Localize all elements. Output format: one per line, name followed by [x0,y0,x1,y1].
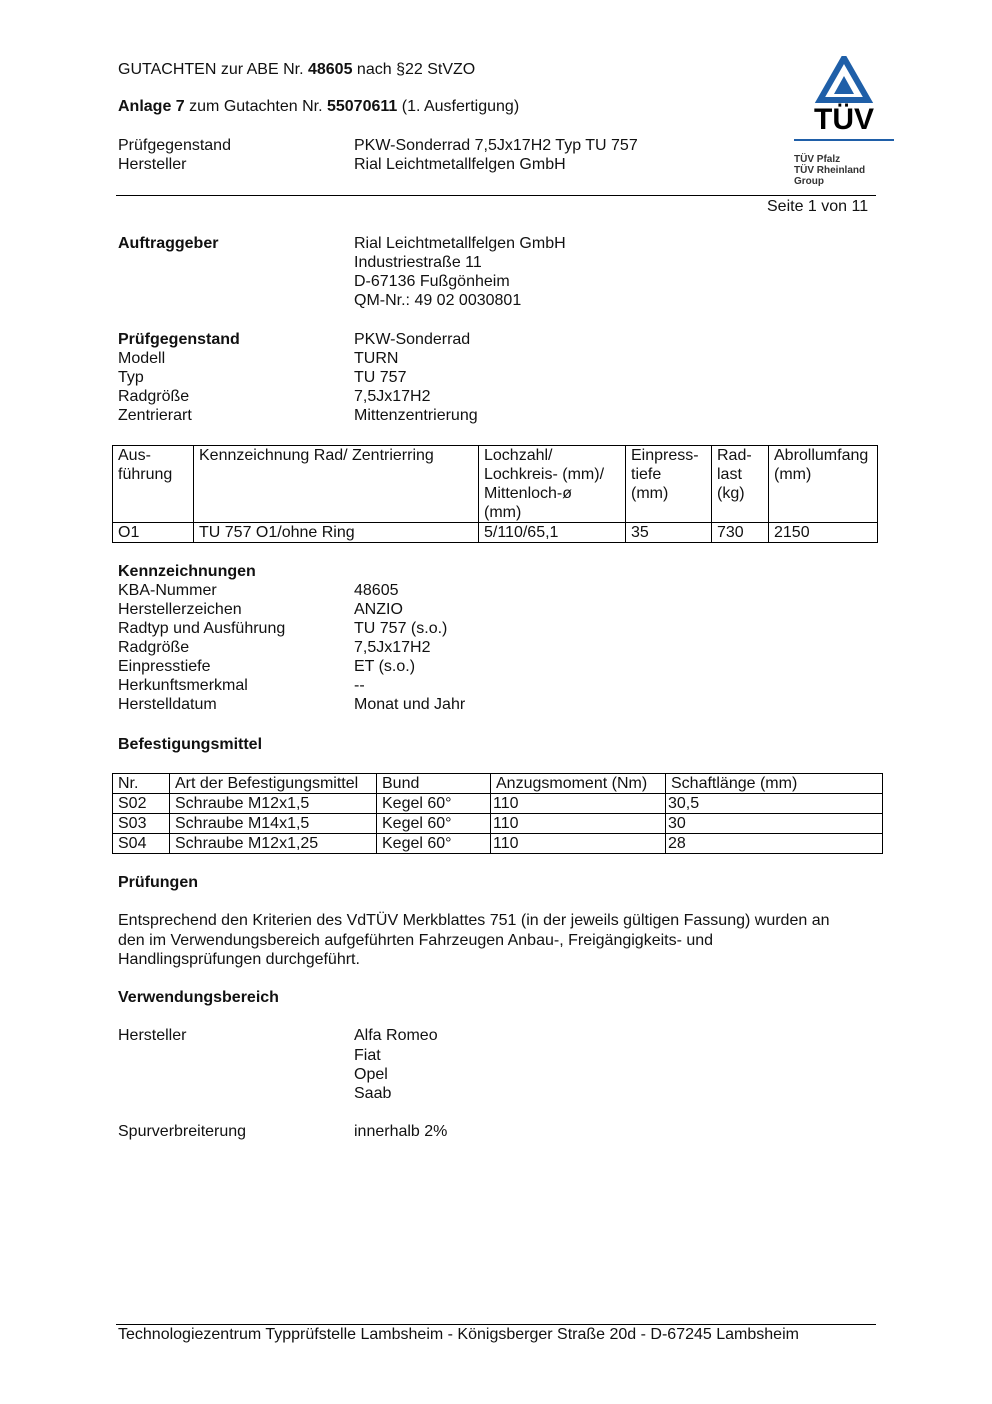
header-label: Hersteller [118,156,187,173]
hersteller-item: Saab [354,1085,392,1102]
table-cell: 730 [712,523,769,543]
table-header-cell [712,446,769,523]
table-header-cell: Nr. [113,774,170,794]
table-header-cell [769,446,878,523]
kennz-value: TU 757 (s.o.) [354,620,448,637]
header-line: Lochzahl/ [484,447,553,464]
kennzeichnungen-title: Kennzeichnungen [118,563,256,580]
wheel-spec-table [112,445,878,543]
pruefungen-text: Handlingsprüfungen durchgeführt. [118,951,360,968]
doc-header-line2 [118,97,519,116]
header-line: Mittenloch-ø [484,485,573,502]
header-rule [116,195,876,196]
kennz-value: 48605 [354,582,399,599]
auftraggeber-label: Auftraggeber [118,235,219,252]
pruefgegenstand-value: PKW-Sonderrad [354,331,471,348]
table-cell: TU 757 O1/ohne Ring [194,523,479,543]
table-header-cell [479,446,626,523]
pruefungen-text: den im Verwendungsbereich aufgeführten Fahrzeugen Anbau-, Freigängigkeits- und [118,932,714,949]
pruefungen-text: Entsprechend den Kriterien des VdTÜV Merkblattes 751 (in der jeweils gültigen Fassung) wurden an [118,912,830,929]
auftraggeber-line: QM-Nr.: 49 02 0030801 [354,292,522,309]
table-cell: Kegel 60° [377,794,491,814]
kennz-value: 7,5Jx17H2 [354,639,431,656]
table-cell: Kegel 60° [377,814,491,834]
header-line: führung [118,466,173,483]
table-row [113,814,883,834]
auftraggeber-line: Rial Leichtmetallfelgen GmbH [354,235,566,252]
header-line: Lochkreis- (mm)/ [484,466,605,483]
pruefgegenstand-value: 7,5Jx17H2 [354,388,431,405]
pruefgegenstand-label: Radgröße [118,388,190,405]
table-cell: 110 [491,834,666,854]
hersteller-item: Opel [354,1066,388,1083]
spur-label: Spurverbreiterung [118,1123,247,1140]
kennz-value: ET (s.o.) [354,658,416,675]
table-cell: S03 [113,814,170,834]
table-cell: 35 [626,523,712,543]
header-label: Prüfgegenstand [118,137,231,154]
abe-number: 48605 [307,61,353,78]
kennz-label: KBA-Nummer [118,582,217,599]
header-text: GUTACHTEN zur ABE Nr. [118,61,304,78]
hersteller-label: Hersteller [118,1027,187,1044]
table-header-cell [626,446,712,523]
page-number: Seite 1 von 11 [767,198,869,215]
auftraggeber-line: Industriestraße 11 [354,254,482,271]
logo-brand: TÜV [814,103,874,136]
anlage-label: Anlage 7 [118,98,185,115]
doc-header-line1 [118,60,475,79]
table-cell: Schraube M12x1,5 [170,794,377,814]
pruefgegenstand-label: Zentrierart [118,407,192,424]
pruefgegenstand-label: Modell [118,350,166,367]
kennz-label: Einpresstiefe [118,658,211,675]
header-text: nach §22 StVZO [356,61,476,78]
header-line: (mm) [631,485,669,502]
table-cell: O1 [113,523,194,543]
table-header-cell: Schaftlänge (mm) [666,774,883,794]
kennz-label: Herstelldatum [118,696,217,713]
table-cell: 5/110/65,1 [479,523,626,543]
header-line: tiefe [631,466,662,483]
header-line: Einpress- [631,447,699,464]
table-header-row [113,446,878,523]
table-cell: Kegel 60° [377,834,491,854]
kennz-value: ANZIO [354,601,403,618]
table-header-cell [113,446,194,523]
kennz-value: -- [354,677,365,694]
header-line: Kennzeichnung Rad/ Zentrierring [199,447,434,464]
spur-value: innerhalb 2% [354,1123,448,1140]
kennz-label: Radgröße [118,639,190,656]
fastener-table [112,773,883,854]
pruefgegenstand-label: Typ [118,369,144,386]
table-cell: S04 [113,834,170,854]
pruefgegenstand-label: Prüfgegenstand [118,331,240,348]
table-cell: 28 [666,834,883,854]
table-cell: 110 [491,814,666,834]
kennz-label: Radtyp und Ausführung [118,620,286,637]
header-line: Abrollumfang [774,447,869,464]
befestigung-title: Befestigungsmittel [118,736,263,753]
auftraggeber-line: D-67136 Fußgönheim [354,273,510,290]
tuev-logo [792,56,896,187]
table-row [113,794,883,814]
logo-rule [794,139,894,141]
header-line: (mm) [774,466,812,483]
table-header-cell: Art der Befestigungsmittel [170,774,377,794]
kennz-value: Monat und Jahr [354,696,466,713]
header-line: last [717,466,742,483]
table-cell: S02 [113,794,170,814]
header-line: (mm) [484,504,522,521]
table-cell: 2150 [769,523,878,543]
pruefgegenstand-value: Mittenzentrierung [354,407,478,424]
logo-line2: TÜV Rheinland Group [794,165,866,187]
table-header-cell: Bund [377,774,491,794]
header-line: Rad- [717,447,752,464]
verwendung-title: Verwendungsbereich [118,989,279,1006]
hersteller-item: Alfa Romeo [354,1027,438,1044]
hersteller-item: Fiat [354,1047,381,1064]
table-row [113,523,878,543]
pruefgegenstand-value: TURN [354,350,399,367]
pruefgegenstand-value: TU 757 [354,369,407,386]
header-value: Rial Leichtmetallfelgen GmbH [354,156,566,173]
table-cell: 110 [491,794,666,814]
table-cell: 30,5 [666,794,883,814]
footer-text: Technologiezentrum Typprüfstelle Lambsheim - Königsberger Straße 20d - D-67245 Lambsheim [118,1326,799,1343]
kennz-label: Herstellerzeichen [118,601,242,618]
table-header-cell [194,446,479,523]
header-text: (1. Ausfertigung) [401,98,520,115]
header-line: (kg) [717,485,745,502]
table-cell: Schraube M14x1,5 [170,814,377,834]
pruefungen-title: Prüfungen [118,874,198,891]
header-text: zum Gutachten Nr. [189,98,323,115]
table-header-cell: Anzugsmoment (Nm) [491,774,666,794]
table-cell: Schraube M12x1,25 [170,834,377,854]
table-cell: 30 [666,814,883,834]
gutachten-number: 55070611 [326,98,398,115]
logo-line1: TÜV Pfalz [794,154,841,165]
table-header-row [113,774,883,794]
tuev-triangle-icon [792,56,896,106]
kennz-label: Herkunftsmerkmal [118,677,248,694]
header-line: Aus- [118,447,151,464]
header-value: PKW-Sonderrad 7,5Jx17H2 Typ TU 757 [354,137,638,154]
table-row [113,834,883,854]
